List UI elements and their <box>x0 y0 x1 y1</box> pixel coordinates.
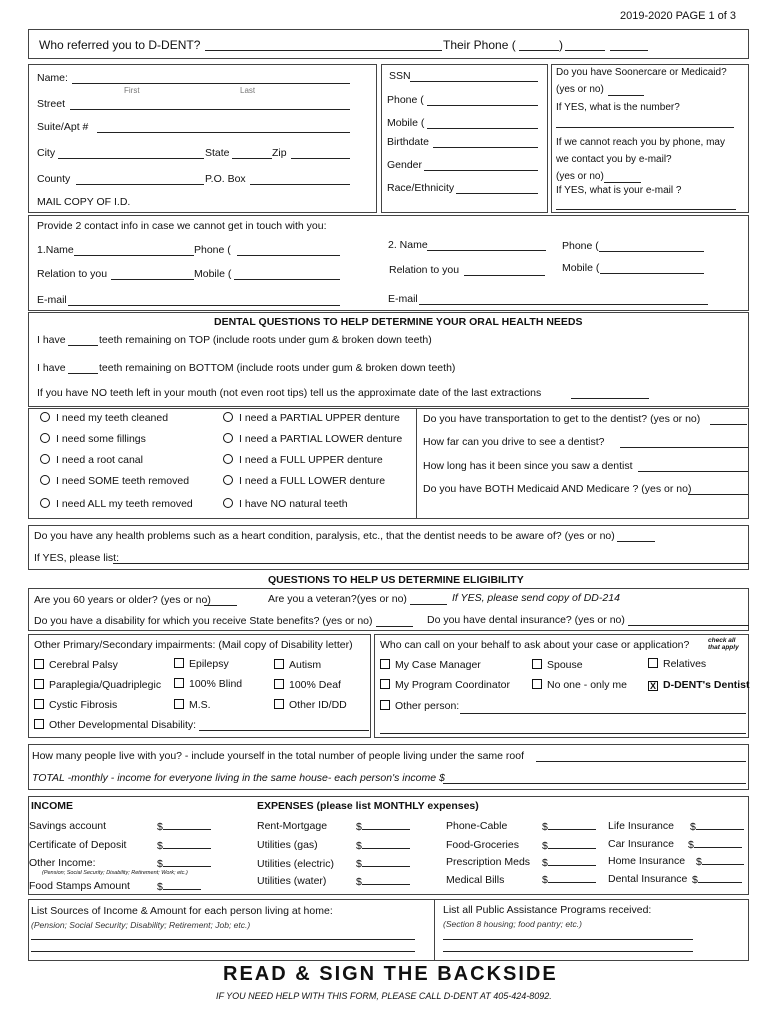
birthdate-field[interactable] <box>433 138 538 148</box>
checkbox-icon <box>274 679 284 689</box>
county-field[interactable] <box>76 175 204 185</box>
soonercare-number-label: If YES, what is the number? <box>556 102 680 113</box>
email-consent-answer[interactable] <box>604 173 641 183</box>
impairment-blind[interactable]: 100% Blind <box>174 678 242 690</box>
need-partial-upper[interactable]: I need a PARTIAL UPPER denture <box>223 412 400 424</box>
top-teeth-field[interactable] <box>68 336 98 346</box>
food-stamps-label: Food Stamps Amount <box>29 880 130 892</box>
assistance-note: (Section 8 housing; food pantry; etc.) <box>443 919 582 929</box>
contact2-name-field[interactable] <box>427 241 546 251</box>
prescription-amount[interactable]: $ <box>542 856 596 869</box>
checkbox-icon <box>274 659 284 669</box>
assistance-line-1[interactable] <box>443 930 693 940</box>
suite-label: Suite/Apt # <box>37 121 89 133</box>
need-full-upper[interactable]: I need a FULL UPPER denture <box>223 454 383 466</box>
cd-label: Certificate of Deposit <box>29 839 127 851</box>
household-count-field[interactable] <box>536 752 746 762</box>
contact2-phone-field[interactable] <box>599 242 704 252</box>
extraction-date-field[interactable] <box>571 389 649 399</box>
contact1-email-field[interactable] <box>68 296 340 306</box>
contact1-phone-label: Phone ( <box>194 244 231 256</box>
life-insurance-label: Life Insurance <box>608 820 674 832</box>
mobile-label: Mobile ( <box>387 117 425 129</box>
contact1-phone-field[interactable] <box>237 246 340 256</box>
email-question-2: we contact you by e-mail? <box>556 154 672 165</box>
need-some-removed[interactable]: I need SOME teeth removed <box>40 475 189 487</box>
bottom-teeth-label-b: teeth remaining on BOTTOM (include roots under gum & broken down teeth) <box>99 362 456 374</box>
impairment-cerebral-palsy[interactable]: Cerebral Palsy <box>34 659 118 671</box>
contact1-relation-field[interactable] <box>111 270 194 280</box>
radio-icon <box>223 475 233 485</box>
impairment-cystic-fibrosis[interactable]: Cystic Fibrosis <box>34 699 117 711</box>
savings-amount[interactable]: $ <box>157 820 211 833</box>
street-label: Street <box>37 98 66 110</box>
emergency-title: Provide 2 contact info in case we cannot get in touch with you: <box>37 220 327 232</box>
check-all-note: check all that apply <box>708 637 739 651</box>
contact2-mobile-label: Mobile ( <box>562 262 600 274</box>
checkbox-icon <box>380 659 390 669</box>
checkbox-icon <box>174 658 184 668</box>
income-title: INCOME <box>31 800 73 812</box>
need-fillings[interactable]: I need some fillings <box>40 433 146 445</box>
cd-amount[interactable]: $ <box>157 839 211 852</box>
savings-label: Savings account <box>29 820 107 832</box>
birthdate-label: Birthdate <box>387 136 430 148</box>
gas-label: Utilities (gas) <box>257 839 318 851</box>
radio-icon <box>40 454 50 464</box>
rent-amount[interactable]: $ <box>356 820 410 833</box>
total-income-field[interactable] <box>443 774 746 784</box>
referral-phone-line[interactable] <box>610 41 648 51</box>
race-field[interactable] <box>456 184 538 194</box>
referral-phone-area[interactable] <box>519 41 559 51</box>
disability-question: Do you have a disability for which you receive State benefits? (yes or no) <box>34 615 373 627</box>
last-seen-field[interactable] <box>638 462 748 472</box>
name-field[interactable] <box>72 74 350 84</box>
dental-insurance-label: Dental Insurance <box>608 873 688 885</box>
income-sources-title: List Sources of Income & Amount for each person living at home: <box>31 905 333 917</box>
soonercare-answer[interactable] <box>608 86 644 96</box>
referral-phone-close: ) <box>559 38 563 52</box>
other-developmental-field[interactable] <box>199 721 369 731</box>
medicaid-medicare-field[interactable] <box>688 485 748 495</box>
behalf-program-coordinator[interactable]: My Program Coordinator <box>380 679 510 691</box>
car-insurance-amount[interactable]: $ <box>688 838 742 851</box>
contact1-relation-label: Relation to you <box>37 268 108 280</box>
impairment-epilepsy[interactable]: Epilepsy <box>174 658 229 670</box>
other-income-amount[interactable]: $ <box>157 857 211 870</box>
household-question: How many people live with you? - include yourself in the total number of people living under the same roof <box>32 750 525 762</box>
insurance-field[interactable] <box>628 616 749 626</box>
top-teeth-label-a: I have <box>37 334 66 346</box>
last-seen-question: How long has it been since you saw a dentist <box>423 460 633 472</box>
food-stamps-amount[interactable]: $ <box>157 880 201 893</box>
radio-icon <box>40 498 50 508</box>
checkbox-icon <box>34 679 44 689</box>
radio-icon <box>223 498 233 508</box>
checked-checkbox-icon: X <box>649 681 656 691</box>
health-list-field[interactable] <box>113 554 749 564</box>
disability-field[interactable] <box>376 617 413 627</box>
car-insurance-label: Car Insurance <box>608 838 674 850</box>
suite-field[interactable] <box>97 123 350 133</box>
email-address-field[interactable] <box>556 200 736 210</box>
checkbox-icon <box>380 700 390 710</box>
impairment-ms[interactable]: M.S. <box>174 699 211 711</box>
home-insurance-amount[interactable]: $ <box>696 855 744 868</box>
medical-bills-label: Medical Bills <box>446 874 505 886</box>
county-label: County <box>37 173 71 185</box>
life-insurance-amount[interactable]: $ <box>690 820 744 833</box>
age60-question: Are you 60 years or older? (yes or no) <box>34 594 211 606</box>
electric-amount[interactable]: $ <box>356 857 410 870</box>
read-sign-title: READ & SIGN THE BACKSIDE <box>223 963 558 985</box>
state-field[interactable] <box>232 149 272 159</box>
zip-field[interactable] <box>291 149 350 159</box>
phone-cable-label: Phone-Cable <box>446 820 508 832</box>
no-natural-teeth[interactable]: I have NO natural teeth <box>223 498 348 510</box>
water-label: Utilities (water) <box>257 875 327 887</box>
soonercare-yesno: (yes or no) <box>556 84 604 95</box>
other-income-label: Other Income: <box>29 857 96 869</box>
referral-field[interactable] <box>205 41 442 51</box>
bottom-teeth-field[interactable] <box>68 364 98 374</box>
checkbox-icon <box>532 679 542 689</box>
need-full-lower[interactable]: I need a FULL LOWER denture <box>223 475 385 487</box>
name-label: Name: <box>37 72 68 84</box>
assistance-line-2[interactable] <box>443 942 693 952</box>
drive-field[interactable] <box>620 438 748 448</box>
contact1-mobile-label: Mobile ( <box>194 268 232 280</box>
health-list-label: If YES, please list: <box>34 552 120 564</box>
checkbox-icon <box>34 699 44 709</box>
last-hint: Last <box>240 86 256 95</box>
top-teeth-label-b: teeth remaining on TOP (include roots under gum & broken down teeth) <box>99 334 432 346</box>
need-partial-lower[interactable]: I need a PARTIAL LOWER denture <box>223 433 402 445</box>
behalf-no-one[interactable]: No one - only me <box>532 679 627 691</box>
home-insurance-label: Home Insurance <box>608 855 686 867</box>
behalf-ddent-dentist[interactable]: X D-DENT's Dentist <box>649 679 750 691</box>
contact1-mobile-field[interactable] <box>234 270 340 280</box>
insurance-question: Do you have dental insurance? (yes or no) <box>427 614 625 626</box>
behalf-case-manager[interactable]: My Case Manager <box>380 659 481 671</box>
referral-label: Who referred you to D-DENT? <box>39 38 201 52</box>
impairment-autism[interactable]: Autism <box>274 659 321 671</box>
checkbox-icon <box>532 659 542 669</box>
health-answer[interactable] <box>617 532 655 542</box>
radio-icon <box>40 433 50 443</box>
email-yesno: (yes or no) <box>556 171 604 182</box>
soonercare-question: Do you have Soonercare or Medicaid? <box>556 67 727 78</box>
checkbox-icon <box>380 679 390 689</box>
contact2-relation-label: Relation to you <box>389 264 460 276</box>
id-copy-note: MAIL COPY OF I.D. <box>37 196 131 208</box>
rent-label: Rent-Mortgage <box>257 820 328 832</box>
first-hint: First <box>124 86 140 95</box>
no-teeth-question: If you have NO teeth left in your mouth (not even root tips) tell us the approximate date of the last extractions <box>37 387 542 399</box>
soonercare-number-field[interactable] <box>556 118 734 128</box>
gas-amount[interactable]: $ <box>356 839 410 852</box>
electric-label: Utilities (electric) <box>257 858 335 870</box>
gender-field[interactable] <box>424 161 538 171</box>
contact2-phone-label: Phone ( <box>562 240 599 252</box>
contact2-mobile-field[interactable] <box>600 264 704 274</box>
behalf-spouse[interactable]: Spouse <box>532 659 583 671</box>
health-question: Do you have any health problems such as a heart condition, paralysis, etc., that the dentist needs to be aware of? (yes or no) <box>34 530 615 542</box>
other-income-note: (Pension; Social Security; Disability; Retirement; Work; etc.) <box>42 870 188 876</box>
city-label: City <box>37 147 56 159</box>
ssn-label: SSN <box>389 70 411 82</box>
assistance-title: List all Public Assistance Programs received: <box>443 904 652 916</box>
contact2-relation-field[interactable] <box>464 266 545 276</box>
radio-icon <box>223 412 233 422</box>
need-cleaning[interactable]: I need my teeth cleaned <box>40 412 168 424</box>
email-question-1: If we cannot reach you by phone, may <box>556 137 725 148</box>
behalf-other-person[interactable]: Other person: <box>380 700 459 712</box>
expenses-title: EXPENSES (please list MONTHLY expenses) <box>257 800 479 812</box>
impairment-deaf[interactable]: 100% Deaf <box>274 679 341 691</box>
phone-label: Phone ( <box>387 94 424 106</box>
phone-field[interactable] <box>427 96 538 106</box>
veteran-field[interactable] <box>410 595 447 605</box>
prescription-label: Prescription Meds <box>446 856 531 868</box>
medical-bills-amount[interactable]: $ <box>542 873 596 886</box>
contact1-email-label: E-mail <box>37 294 67 306</box>
need-root-canal[interactable]: I need a root canal <box>40 454 143 466</box>
zip-label: Zip <box>272 147 287 159</box>
need-all-removed[interactable]: I need ALL my teeth removed <box>40 498 193 510</box>
street-field[interactable] <box>70 100 350 110</box>
contact1-name-field[interactable] <box>74 246 194 256</box>
checkbox-icon <box>174 678 184 688</box>
impairment-other-developmental[interactable]: Other Developmental Disability: <box>34 719 196 731</box>
impairment-other-id[interactable]: Other ID/DD <box>274 699 347 711</box>
groceries-amount[interactable]: $ <box>542 839 596 852</box>
pobox-field[interactable] <box>250 175 350 185</box>
behalf-title: Who can call on your behalf to ask about your case or application? <box>380 639 690 651</box>
transport-question: Do you have transportation to get to the dentist? (yes or no) <box>423 413 701 425</box>
impairments-title: Other Primary/Secondary impairments: (Mail copy of Disability letter) <box>34 639 353 651</box>
checkbox-icon <box>34 659 44 669</box>
help-note: IF YOU NEED HELP WITH THIS FORM, PLEASE CALL D-DENT AT 405-424-8092. <box>216 991 552 1001</box>
dental-title: DENTAL QUESTIONS TO HELP DETERMINE YOUR ORAL HEALTH NEEDS <box>214 316 583 328</box>
groceries-label: Food-Groceries <box>446 839 519 851</box>
checkbox-icon <box>34 719 44 729</box>
drive-question: How far can you drive to see a dentist? <box>423 436 605 448</box>
dental-insurance-amount[interactable]: $ <box>692 873 742 886</box>
contact2-name-label: 2. Name <box>388 239 428 251</box>
radio-icon <box>40 475 50 485</box>
email-address-label: If YES, what is your e-mail ? <box>556 185 682 196</box>
radio-icon <box>223 454 233 464</box>
checkbox-icon <box>648 658 658 668</box>
gender-label: Gender <box>387 159 423 171</box>
mobile-field[interactable] <box>427 119 538 129</box>
radio-icon <box>223 433 233 443</box>
other-person-field-2[interactable] <box>380 724 746 734</box>
city-field[interactable] <box>58 149 204 159</box>
referral-phone-prefix[interactable] <box>565 41 605 51</box>
ssn-field[interactable] <box>410 72 538 82</box>
pobox-label: P.O. Box <box>205 173 246 185</box>
checkbox-icon <box>174 699 184 709</box>
impairment-paraplegia[interactable]: Paraplegia/Quadriplegic <box>34 679 161 691</box>
water-amount[interactable]: $ <box>356 875 410 888</box>
page-indicator: 2019-2020 PAGE 1 of 3 <box>620 10 736 22</box>
age60-field[interactable] <box>204 596 237 606</box>
dd214-note: If YES, please send copy of DD-214 <box>452 592 620 604</box>
transport-field[interactable] <box>710 415 747 425</box>
referral-phone-label: Their Phone ( <box>443 38 516 52</box>
bottom-teeth-label-a: I have <box>37 362 66 374</box>
total-income-label: TOTAL -monthly - income for everyone living in the same house- each person's income $ <box>32 772 445 784</box>
income-sources-line-1[interactable] <box>31 930 415 940</box>
race-label: Race/Ethnicity <box>387 182 455 194</box>
behalf-relatives[interactable]: Relatives <box>648 658 706 670</box>
eligibility-title: QUESTIONS TO HELP US DETERMINE ELIGIBILITY <box>268 574 524 586</box>
other-person-field[interactable] <box>460 704 746 714</box>
contact2-email-label: E-mail <box>388 293 418 305</box>
radio-icon <box>40 412 50 422</box>
income-sources-note: (Pension; Social Security; Disability; Retirement; Job; etc.) <box>31 920 251 930</box>
income-sources-line-2[interactable] <box>31 942 415 952</box>
state-label: State <box>205 147 230 159</box>
contact2-email-field[interactable] <box>419 295 708 305</box>
contact1-name-label: 1.Name <box>37 244 74 256</box>
phone-cable-amount[interactable]: $ <box>542 820 596 833</box>
medicaid-medicare-question: Do you have BOTH Medicaid AND Medicare ? (yes or no) <box>423 483 692 495</box>
veteran-question: Are you a veteran?(yes or no) <box>268 593 407 605</box>
checkbox-icon <box>274 699 284 709</box>
applicant-box <box>28 64 377 213</box>
